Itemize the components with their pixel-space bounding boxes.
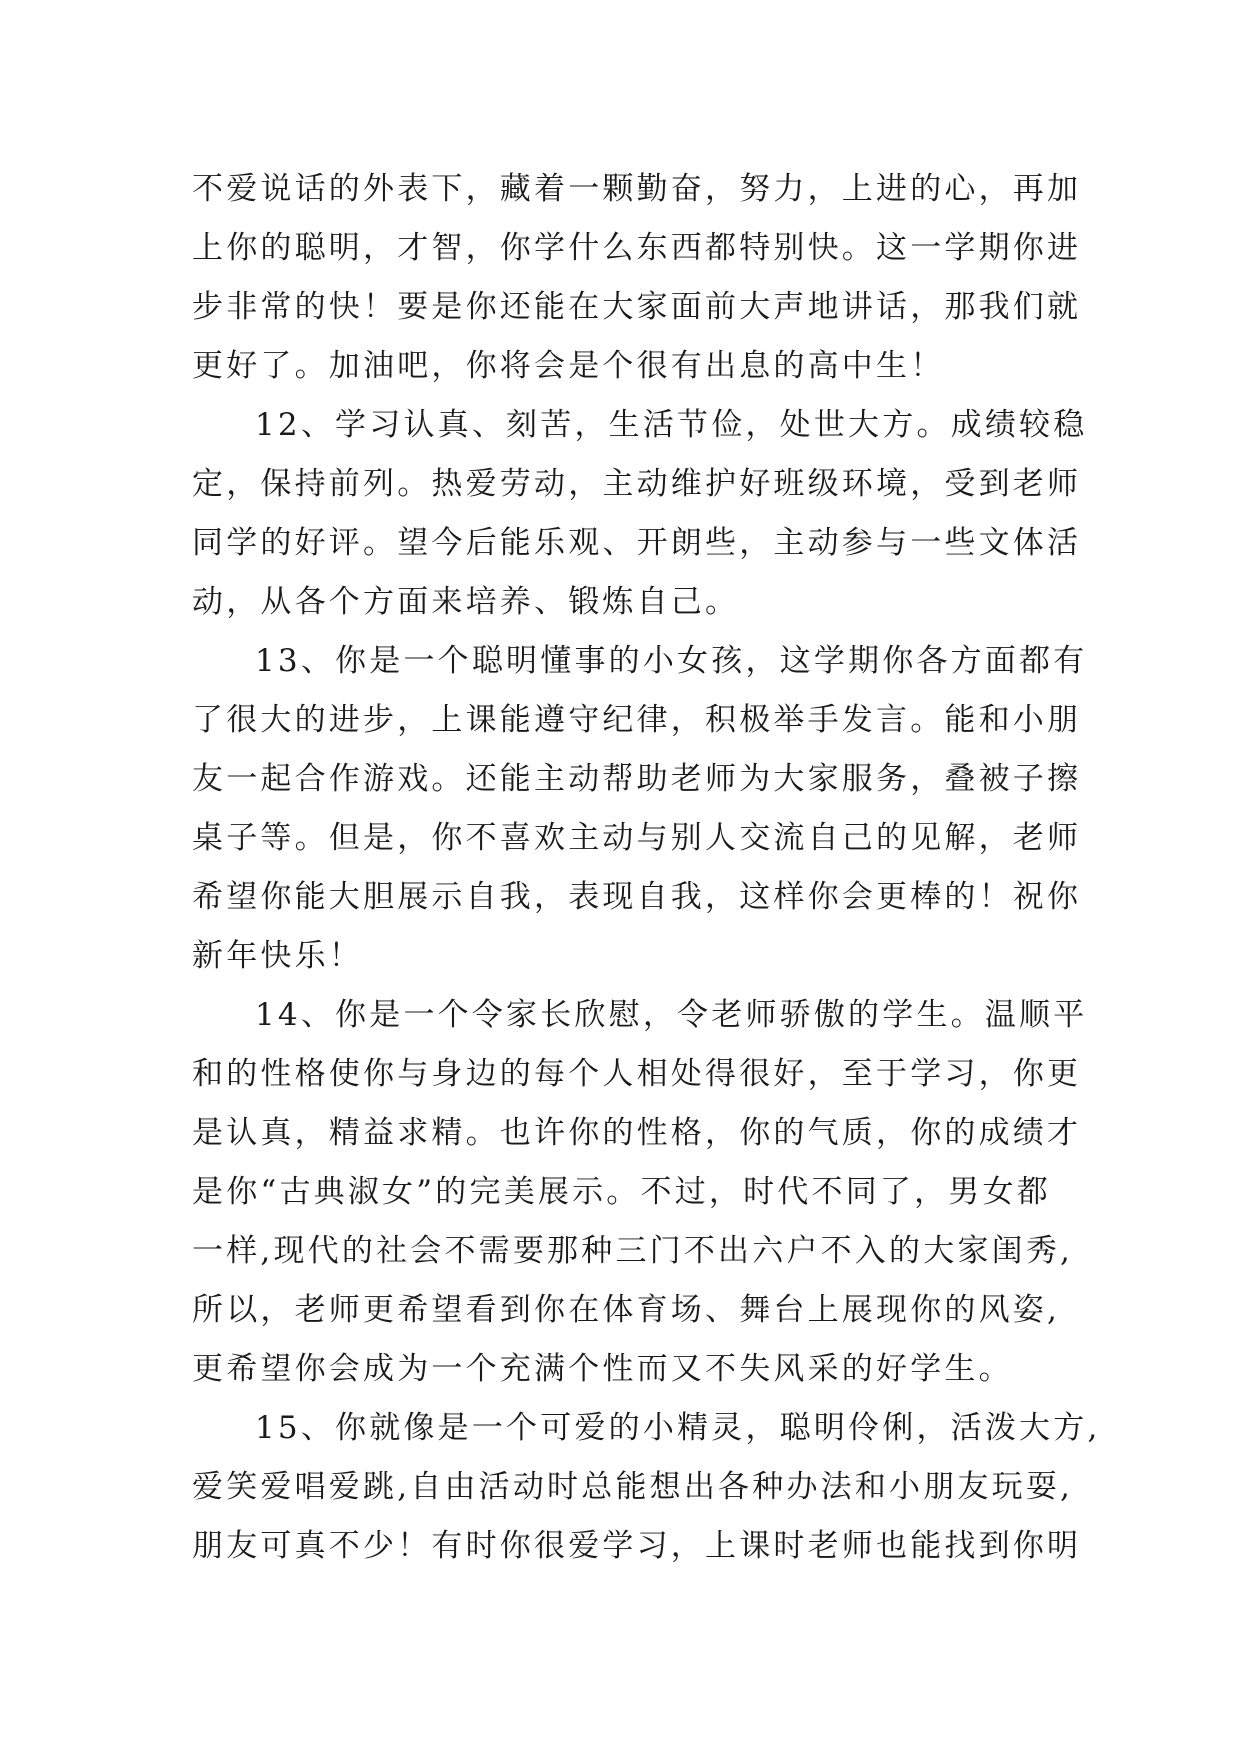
- text-line: 动，从各个方面来培养、锻炼自己。: [192, 584, 740, 620]
- text-line: 和的性格使你与身边的每个人相处得很好，至于学习，你更: [192, 1056, 1082, 1092]
- text-line: 15、你就像是一个可爱的小精灵，聪明伶俐，活泼大方,: [255, 1410, 1101, 1446]
- text-line: 新年快乐！: [192, 938, 363, 974]
- text-line: 步非常的快！要是你还能在大家面前大声地讲话，那我们就: [192, 289, 1082, 325]
- text-line: 桌子等。但是，你不喜欢主动与别人交流自己的见解，老师: [192, 820, 1082, 856]
- text-line: 更好了。加油吧，你将会是个很有出息的高中生！: [192, 348, 945, 384]
- text-line: 希望你能大胆展示自我，表现自我，这样你会更棒的！祝你: [192, 879, 1082, 915]
- text-line: 12、学习认真、刻苦，生活节俭，处世大方。成绩较稳: [255, 407, 1088, 443]
- document-body: [192, 160, 1101, 1576]
- text-line: 了很大的进步，上课能遵守纪律，积极举手发言。能和小朋: [192, 702, 1082, 738]
- text-line: 朋友可真不少！有时你很爱学习，上课时老师也能找到你明: [192, 1528, 1082, 1564]
- text-line: 定，保持前列。热爱劳动，主动维护好班级环境，受到老师: [192, 466, 1082, 502]
- text-line: 一样,现代的社会不需要那种三门不出六户不入的大家闺秀,: [192, 1233, 1074, 1269]
- text-line: 14、你是一个令家长欣慰，令老师骄傲的学生。温顺平: [255, 997, 1088, 1033]
- text-line: 13、你是一个聪明懂事的小女孩，这学期你各方面都有: [255, 643, 1088, 679]
- paragraph-p-continued: [192, 160, 1082, 396]
- text-line: 不爱说话的外表下，藏着一颗勤奋，努力，上进的心，再加: [192, 171, 1082, 207]
- paragraph-p-15: [192, 1399, 1101, 1576]
- text-line: 友一起合作游戏。还能主动帮助老师为大家服务，叠被子擦: [192, 761, 1082, 797]
- text-line: 是认真，精益求精。也许你的性格，你的气质，你的成绩才: [192, 1115, 1082, 1151]
- text-line: 更希望你会成为一个充满个性而又不失风采的好学生。: [192, 1351, 1013, 1387]
- text-line: 上你的聪明，才智，你学什么东西都特别快。这一学期你进: [192, 230, 1082, 266]
- text-line: 同学的好评。望今后能乐观、开朗些，主动参与一些文体活: [192, 525, 1082, 561]
- text-line: 所以，老师更希望看到你在体育场、舞台上展现你的风姿,: [192, 1292, 1061, 1328]
- paragraph-p-14: [192, 986, 1088, 1399]
- text-line: 爱笑爱唱爱跳,自由活动时总能想出各种办法和小朋友玩耍,: [192, 1469, 1074, 1505]
- paragraph-p-12: [192, 396, 1088, 632]
- text-line: 是你“古典淑女”的完美展示。不过，时代不同了，男女都: [192, 1174, 1051, 1210]
- paragraph-p-13: [192, 632, 1088, 986]
